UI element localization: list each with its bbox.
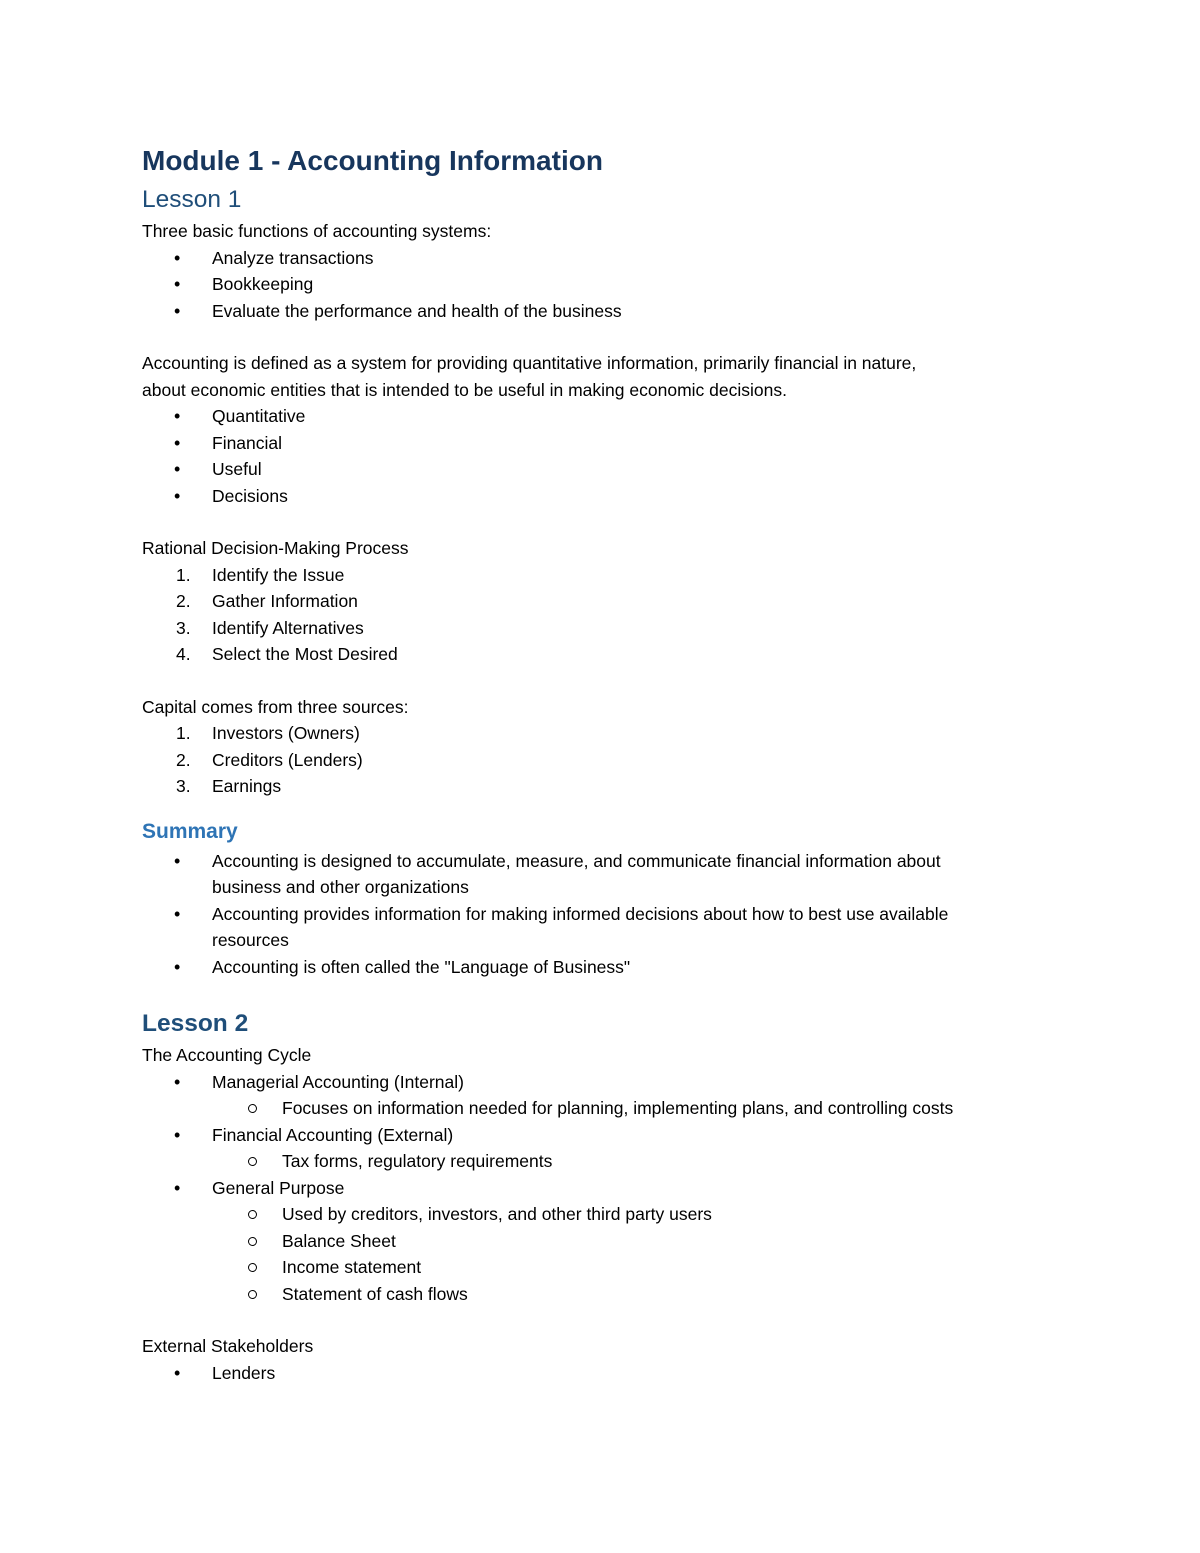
list-item-text: Identify Alternatives bbox=[212, 617, 364, 638]
functions-intro: Three basic functions of accounting systems: bbox=[142, 221, 492, 241]
capital-intro: Capital comes from three sources: bbox=[142, 696, 409, 717]
document-title: Module 1 - Accounting Information bbox=[142, 145, 603, 176]
list-item-text: Select the Most Desired bbox=[212, 644, 398, 664]
list-item bbox=[142, 720, 1062, 747]
list-item-text: Financial bbox=[212, 432, 283, 453]
list-item-text: Lenders bbox=[212, 1362, 276, 1383]
definition-terms-list bbox=[142, 403, 1062, 509]
bullet-icon: • bbox=[174, 956, 181, 977]
list-number: 1. bbox=[176, 723, 191, 743]
list-item-text: Bookkeeping bbox=[212, 274, 314, 294]
bullet-icon: • bbox=[174, 459, 181, 479]
sub-list-item bbox=[142, 1095, 1062, 1122]
list-item bbox=[142, 747, 1062, 774]
circle-bullet-icon bbox=[248, 1210, 257, 1219]
list-item-text: Identify the Issue bbox=[212, 564, 345, 585]
bullet-icon: • bbox=[174, 1124, 181, 1145]
list-item bbox=[142, 562, 1062, 589]
bullet-icon: • bbox=[174, 1362, 181, 1383]
list-number: 2. bbox=[176, 749, 191, 770]
list-item-text: General Purpose bbox=[212, 1177, 345, 1198]
bullet-icon: • bbox=[174, 903, 181, 924]
list-item-text: Statement of cash flows bbox=[282, 1283, 468, 1304]
bullet-icon: • bbox=[174, 274, 181, 294]
sub-list-item bbox=[142, 1281, 1062, 1308]
stakeholders-list bbox=[142, 1360, 1062, 1387]
capital-sources-list bbox=[142, 720, 1062, 800]
list-item-text: Gather Information bbox=[212, 591, 358, 611]
list-item bbox=[142, 271, 1062, 298]
list-item bbox=[142, 954, 1062, 981]
bullet-icon: • bbox=[174, 300, 181, 321]
list-item bbox=[142, 773, 1062, 800]
list-number: 2. bbox=[176, 591, 191, 611]
list-item-text: Used by creditors, investors, and other third party users bbox=[282, 1204, 712, 1224]
list-item bbox=[142, 1175, 1062, 1202]
list-item-text: Financial Accounting (External) bbox=[212, 1124, 454, 1145]
list-item-text: Accounting provides information for making informed decisions about how to best use available bbox=[212, 903, 949, 924]
list-item bbox=[142, 456, 1062, 483]
list-item-text: Balance Sheet bbox=[282, 1230, 396, 1251]
definition-line: about economic entities that is intended to be useful in making economic decisions. bbox=[142, 379, 787, 400]
circle-bullet-icon bbox=[248, 1290, 257, 1299]
list-number: 3. bbox=[176, 776, 191, 796]
list-item bbox=[142, 641, 1062, 668]
circle-bullet-icon bbox=[248, 1104, 257, 1113]
circle-bullet-icon bbox=[248, 1157, 257, 1166]
list-item bbox=[142, 901, 1062, 954]
list-item-text: Analyze transactions bbox=[212, 247, 374, 268]
list-item bbox=[142, 430, 1062, 457]
list-item bbox=[142, 403, 1062, 430]
bullet-icon: • bbox=[174, 485, 181, 506]
bullet-icon: • bbox=[174, 1071, 181, 1092]
list-item-text: Income statement bbox=[282, 1257, 422, 1277]
list-number: 4. bbox=[176, 644, 191, 664]
bullet-icon: • bbox=[174, 247, 181, 268]
circle-bullet-icon bbox=[248, 1237, 257, 1246]
list-item bbox=[142, 245, 1062, 272]
list-number: 3. bbox=[176, 617, 191, 638]
sub-list-item bbox=[142, 1254, 1062, 1281]
list-item-text: business and other organizations bbox=[212, 877, 469, 897]
bullet-icon: • bbox=[174, 432, 181, 453]
summary-heading: Summary bbox=[142, 819, 238, 843]
list-number: 1. bbox=[176, 564, 191, 585]
list-item-text: Accounting is often called the "Language of Business" bbox=[212, 956, 631, 977]
list-item-text: Decisions bbox=[212, 485, 288, 506]
lesson2-heading: Lesson 2 bbox=[142, 1010, 249, 1037]
sub-list-item bbox=[142, 1228, 1062, 1255]
cycle-list bbox=[142, 1069, 1062, 1308]
bullet-icon: • bbox=[174, 1177, 181, 1198]
list-item-text: Investors (Owners) bbox=[212, 723, 360, 743]
list-item-text: Creditors (Lenders) bbox=[212, 749, 363, 770]
list-item bbox=[142, 1069, 1062, 1096]
sub-list-item bbox=[142, 1201, 1062, 1228]
list-item bbox=[142, 1360, 1062, 1387]
list-item bbox=[142, 298, 1062, 325]
document-page bbox=[142, 140, 1062, 1386]
list-item bbox=[142, 588, 1062, 615]
list-item bbox=[142, 1122, 1062, 1149]
functions-list bbox=[142, 245, 1062, 325]
list-item-text: Focuses on information needed for planning, implementing plans, and controlling costs bbox=[282, 1098, 954, 1118]
process-intro: Rational Decision-Making Process bbox=[142, 538, 409, 558]
bullet-icon: • bbox=[174, 406, 181, 426]
list-item bbox=[142, 483, 1062, 510]
summary-list bbox=[142, 848, 1062, 981]
list-item-text: Evaluate the performance and health of the business bbox=[212, 300, 622, 321]
cycle-intro: The Accounting Cycle bbox=[142, 1045, 312, 1065]
list-item-text: resources bbox=[212, 930, 289, 950]
definition-line: Accounting is defined as a system for providing quantitative information, primarily financial in nature, bbox=[142, 353, 917, 373]
process-steps-list bbox=[142, 562, 1062, 668]
bullet-icon: • bbox=[174, 850, 181, 871]
list-item-text: Accounting is designed to accumulate, measure, and communicate financial information about bbox=[212, 850, 941, 871]
list-item bbox=[142, 615, 1062, 642]
list-item-text: Useful bbox=[212, 459, 262, 479]
list-item-text: Quantitative bbox=[212, 406, 306, 426]
sub-list-item bbox=[142, 1148, 1062, 1175]
lesson1-heading: Lesson 1 bbox=[142, 186, 242, 213]
list-item-text: Earnings bbox=[212, 776, 282, 796]
stakeholders-intro: External Stakeholders bbox=[142, 1336, 314, 1356]
circle-bullet-icon bbox=[248, 1263, 257, 1272]
list-item-text: Tax forms, regulatory requirements bbox=[282, 1151, 553, 1171]
list-item bbox=[142, 848, 1062, 901]
list-item-text: Managerial Accounting (Internal) bbox=[212, 1071, 464, 1092]
